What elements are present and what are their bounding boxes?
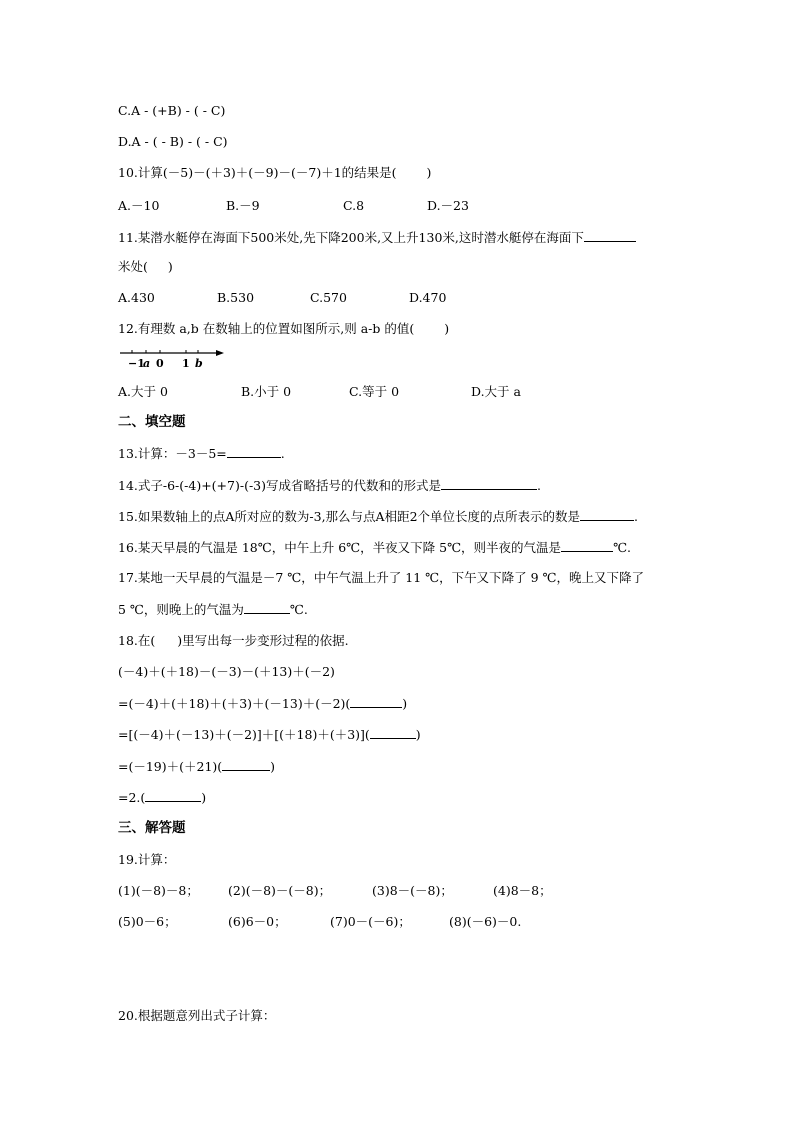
q14-end: . bbox=[537, 478, 542, 493]
q10-option-c: C.8 bbox=[343, 198, 365, 213]
q15-end: . bbox=[634, 509, 639, 524]
q10-stem bbox=[118, 165, 431, 181]
q11-option-c: C.570 bbox=[310, 290, 347, 305]
q15 bbox=[118, 508, 638, 525]
q12-stem-text: 12.有理数 a,b 在数轴上的位置如图所示,则 a-b 的值( bbox=[118, 321, 415, 336]
q18-step4-blank bbox=[145, 789, 201, 802]
q19-part6: (6)6－0； bbox=[228, 914, 287, 929]
q19-part7: (7)0－(－6)； bbox=[330, 914, 411, 929]
q10-option-b: B.－9 bbox=[226, 198, 260, 213]
q15-text: 15.如果数轴上的点A所对应的数为-3,那么与点A相距2个单位长度的点所表示的数是 bbox=[118, 509, 581, 524]
q19-part5: (5)0－6； bbox=[118, 914, 177, 929]
q18-step2-text: =[(－4)＋(－13)＋(－2)]＋[(＋18)＋(＋3)]( bbox=[118, 727, 370, 742]
q18-step4-text: =2.( bbox=[118, 790, 146, 805]
q13-end: . bbox=[280, 446, 285, 461]
q9-option-d: D.A - ( - B) - ( - C) bbox=[118, 134, 228, 149]
q11-option-b: B.530 bbox=[217, 290, 255, 305]
q18-step3-text: =(－19)＋(＋21)( bbox=[118, 759, 223, 774]
q18-step1 bbox=[118, 695, 407, 712]
q12-option-a: A.大于 0 bbox=[118, 384, 168, 399]
q18-step3-blank bbox=[222, 758, 270, 771]
q17-end: ℃. bbox=[289, 602, 308, 617]
q17-line1: 17.某地一天早晨的气温是－7 ℃，中午气温上升了 11 ℃，下午又下降了 9 ℃，晚上又下降了 bbox=[118, 570, 645, 585]
q16 bbox=[118, 539, 631, 556]
q14-text: 14.式子-6-(-4)+(+7)-(-3)写成省略括号的代数和的形式是 bbox=[118, 478, 442, 493]
q19-part1: (1)(－8)－8； bbox=[118, 883, 199, 898]
q19-part8: (8)(－6)－0. bbox=[449, 914, 522, 929]
q18-stem-open: 18.在( bbox=[118, 633, 156, 648]
number-line-figure bbox=[118, 346, 228, 372]
label-zero: 0 bbox=[156, 357, 164, 370]
q11-stem-close: ) bbox=[167, 259, 173, 274]
q19-part4: (4)8－8； bbox=[493, 883, 552, 898]
q18-step2 bbox=[118, 726, 421, 743]
q17-answer-blank bbox=[244, 601, 290, 614]
q11-stem-line2 bbox=[118, 259, 173, 275]
section-heading-solve: 三、解答题 bbox=[118, 820, 186, 836]
q14-answer-blank bbox=[441, 477, 537, 490]
section-heading-fill-in: 二、填空题 bbox=[118, 414, 186, 430]
q17-text: 5 ℃，则晚上的气温为 bbox=[118, 602, 244, 617]
q18-step3 bbox=[118, 758, 275, 775]
q10-stem-text: 10.计算(－5)－(＋3)＋(－9)－(－7)＋1的结果是( bbox=[118, 165, 397, 180]
q18-step2-close: ) bbox=[415, 727, 421, 742]
q18-step1-close: ) bbox=[402, 696, 408, 711]
q12-option-c: C.等于 0 bbox=[349, 384, 400, 399]
q15-answer-blank bbox=[580, 508, 634, 521]
q18-step3-close: ) bbox=[270, 759, 276, 774]
q9-option-c: C.A - (+B) - ( - C) bbox=[118, 103, 226, 118]
q18-stem bbox=[118, 633, 349, 649]
q17-line2 bbox=[118, 601, 308, 618]
q18-step1-text: =(－4)＋(＋18)＋(＋3)＋(－13)＋(－2)( bbox=[118, 696, 351, 711]
q16-text: 16.某天早晨的气温是 18℃，中午上升 6℃，半夜又下降 5℃，则半夜的气温是 bbox=[118, 540, 562, 555]
q10-option-d: D.－23 bbox=[427, 198, 469, 213]
q10-option-a: A.－10 bbox=[118, 198, 160, 213]
q18-step1-blank bbox=[350, 695, 402, 708]
q18-step2-blank bbox=[370, 726, 416, 739]
q13 bbox=[118, 445, 285, 462]
q13-answer-blank bbox=[227, 445, 281, 458]
q14 bbox=[118, 477, 541, 494]
number-line-arrow bbox=[216, 350, 224, 356]
label-minus-one: −1 bbox=[128, 357, 145, 370]
q20-stem: 20.根据题意列出式子计算： bbox=[118, 1008, 276, 1023]
label-b: b bbox=[195, 357, 203, 370]
q11-answer-blank bbox=[584, 229, 636, 242]
q12-stem bbox=[118, 321, 449, 337]
q13-text: 13.计算：－3－5= bbox=[118, 446, 227, 461]
q18-step4 bbox=[118, 789, 206, 806]
label-one: 1 bbox=[182, 357, 190, 370]
label-a: a bbox=[143, 357, 151, 370]
q19-stem: 19.计算： bbox=[118, 852, 176, 867]
q19-part3: (3)8－(－8)； bbox=[372, 883, 453, 898]
q10-stem-close: ) bbox=[426, 165, 432, 180]
q12-option-d: D.大于 a bbox=[471, 384, 521, 399]
q18-step4-close: ) bbox=[201, 790, 207, 805]
q11-stem-line1 bbox=[118, 229, 636, 246]
q18-stem-text: )里写出每一步变形过程的依据. bbox=[177, 633, 349, 648]
q12-stem-close: ) bbox=[444, 321, 450, 336]
q11-option-d: D.470 bbox=[409, 290, 447, 305]
q16-end: ℃. bbox=[613, 540, 632, 555]
q11-stem-text: 11.某潜水艇停在海面下500米处,先下降200米,又上升130米,这时潜水艇停在海面下 bbox=[118, 230, 584, 245]
q18-step0: (－4)＋(＋18)－(－3)－(＋13)＋(－2) bbox=[118, 664, 335, 679]
q19-part2: (2)(－8)－(－8)； bbox=[228, 883, 332, 898]
q12-option-b: B.小于 0 bbox=[241, 384, 292, 399]
q11-option-a: A.430 bbox=[118, 290, 155, 305]
q11-stem-cont: 米处( bbox=[118, 259, 148, 274]
q16-answer-blank bbox=[561, 539, 613, 552]
